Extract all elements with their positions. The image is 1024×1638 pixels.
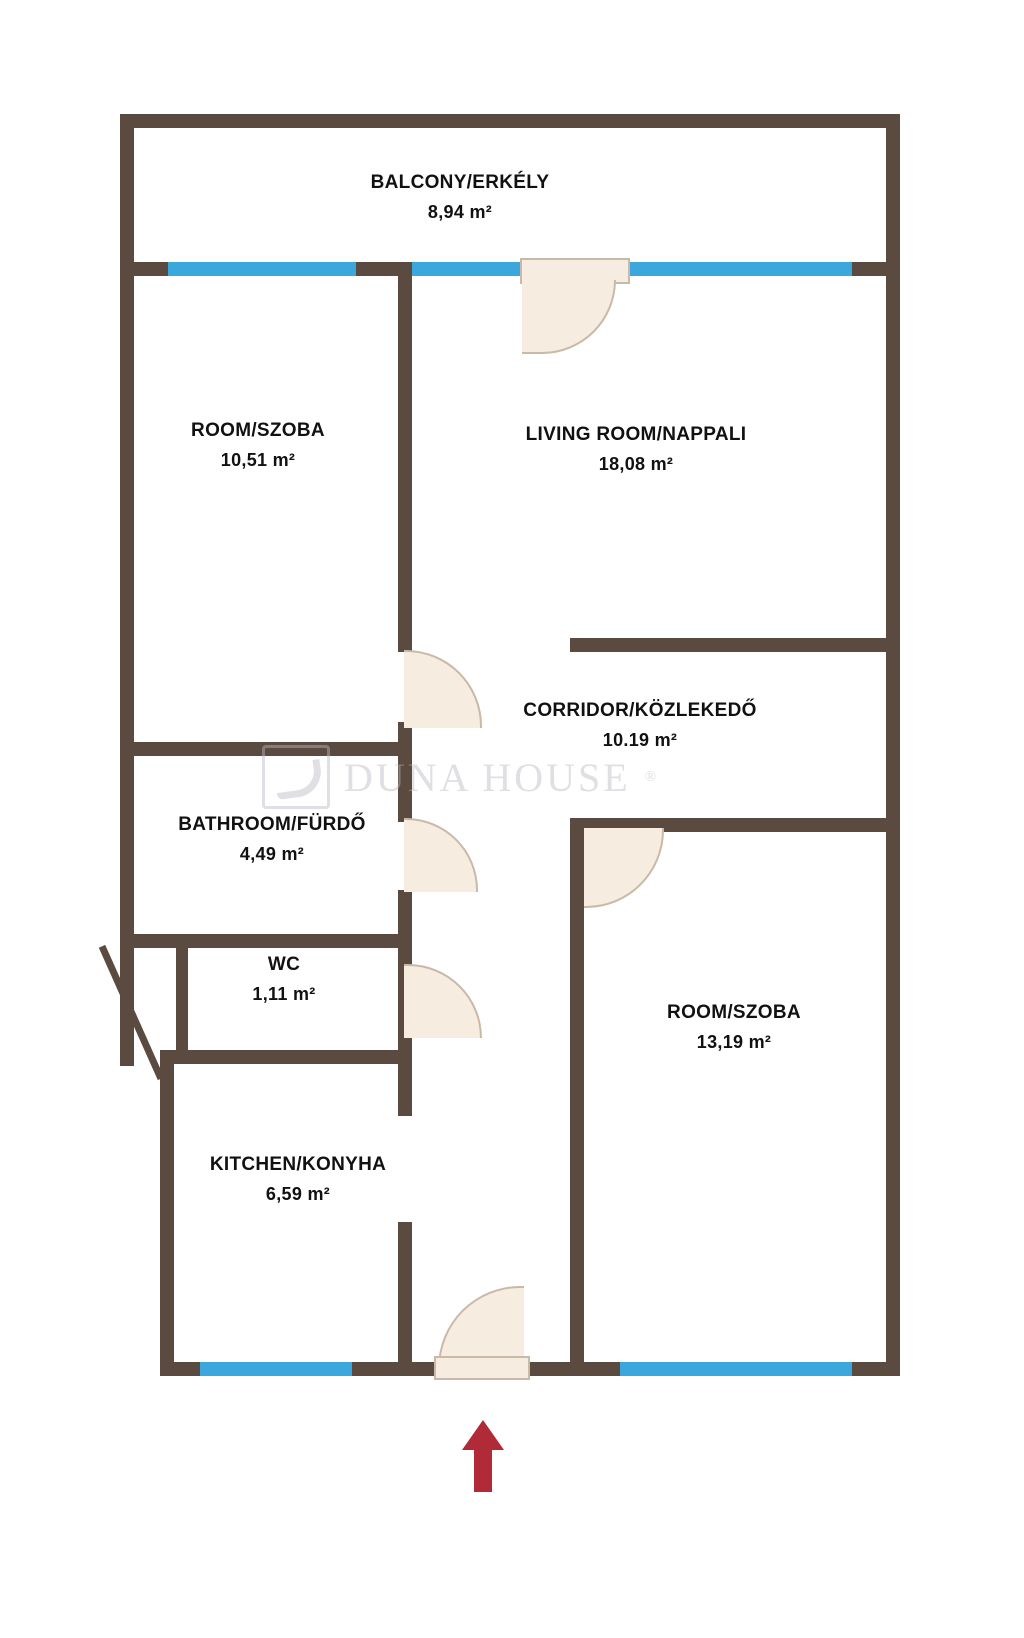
wall-living-corridor-divider	[570, 638, 900, 652]
wall-wc-bottom	[160, 1050, 412, 1064]
window-living-right	[626, 262, 852, 276]
room-label-living	[476, 422, 796, 480]
window-living-balcony-door	[412, 262, 520, 276]
room-name: CORRIDOR/KÖZLEKEDŐ	[523, 700, 757, 721]
room-label-kitchen	[164, 1152, 432, 1210]
room-area: 8,94 m²	[427, 202, 493, 222]
room-name: BATHROOM/FÜRDŐ	[178, 814, 366, 835]
room-name: KITCHEN/KONYHA	[209, 1154, 387, 1175]
wall-exterior-left	[120, 114, 134, 1066]
door-room2-swing	[584, 828, 664, 908]
room-label-bathroom	[132, 812, 412, 870]
room-name: ROOM/SZOBA	[667, 1002, 801, 1023]
wall-corridor-room2-divider	[570, 818, 584, 1376]
wall-kitchen-corridor-divider	[398, 1222, 412, 1376]
door-entrance-leaf	[434, 1356, 530, 1380]
wall-room1-living-divider	[398, 262, 412, 652]
room-area: 18,08 m²	[598, 454, 674, 474]
wall-room1-corridor-divider	[398, 722, 412, 822]
wall-balcony-facade-left	[134, 262, 168, 276]
room-area: 10,51 m²	[220, 450, 296, 470]
door-bathroom-swing	[404, 818, 478, 892]
wall-bathroom-bottom	[134, 934, 412, 948]
room-label-wc	[180, 952, 388, 1010]
wall-exterior-left-lower	[160, 1060, 174, 1376]
wall-bathroom-top	[134, 742, 412, 756]
room-area: 1,11 m²	[252, 984, 316, 1004]
door-wc-swing	[404, 964, 482, 1038]
wall-balcony-facade-right	[852, 262, 900, 276]
room-label-room2	[586, 1000, 882, 1058]
room-area: 10.19 m²	[602, 730, 678, 750]
door-balcony-swing	[522, 280, 616, 354]
room-label-room1	[130, 418, 386, 476]
room-label-corridor	[470, 698, 810, 756]
room-name: BALCONY/ERKÉLY	[370, 172, 550, 193]
wall-exterior-top	[120, 114, 900, 128]
room-area: 6,59 m²	[265, 1184, 331, 1204]
watermark-text: DUNA HOUSE	[344, 754, 631, 800]
window-room1	[168, 262, 356, 276]
entrance-arrow-icon	[462, 1420, 504, 1492]
watermark-registered-mark: ®	[644, 768, 657, 785]
room-label-balcony	[332, 170, 588, 228]
room-name: LIVING ROOM/NAPPALI	[525, 424, 747, 445]
room-name: ROOM/SZOBA	[191, 420, 325, 441]
window-kitchen-bottom	[200, 1362, 352, 1376]
room-area: 13,19 m²	[696, 1032, 772, 1052]
room-area: 4,49 m²	[239, 844, 305, 864]
room-name: WC	[267, 954, 301, 975]
wall-exterior-right	[886, 114, 900, 1376]
window-room2-bottom	[620, 1362, 852, 1376]
